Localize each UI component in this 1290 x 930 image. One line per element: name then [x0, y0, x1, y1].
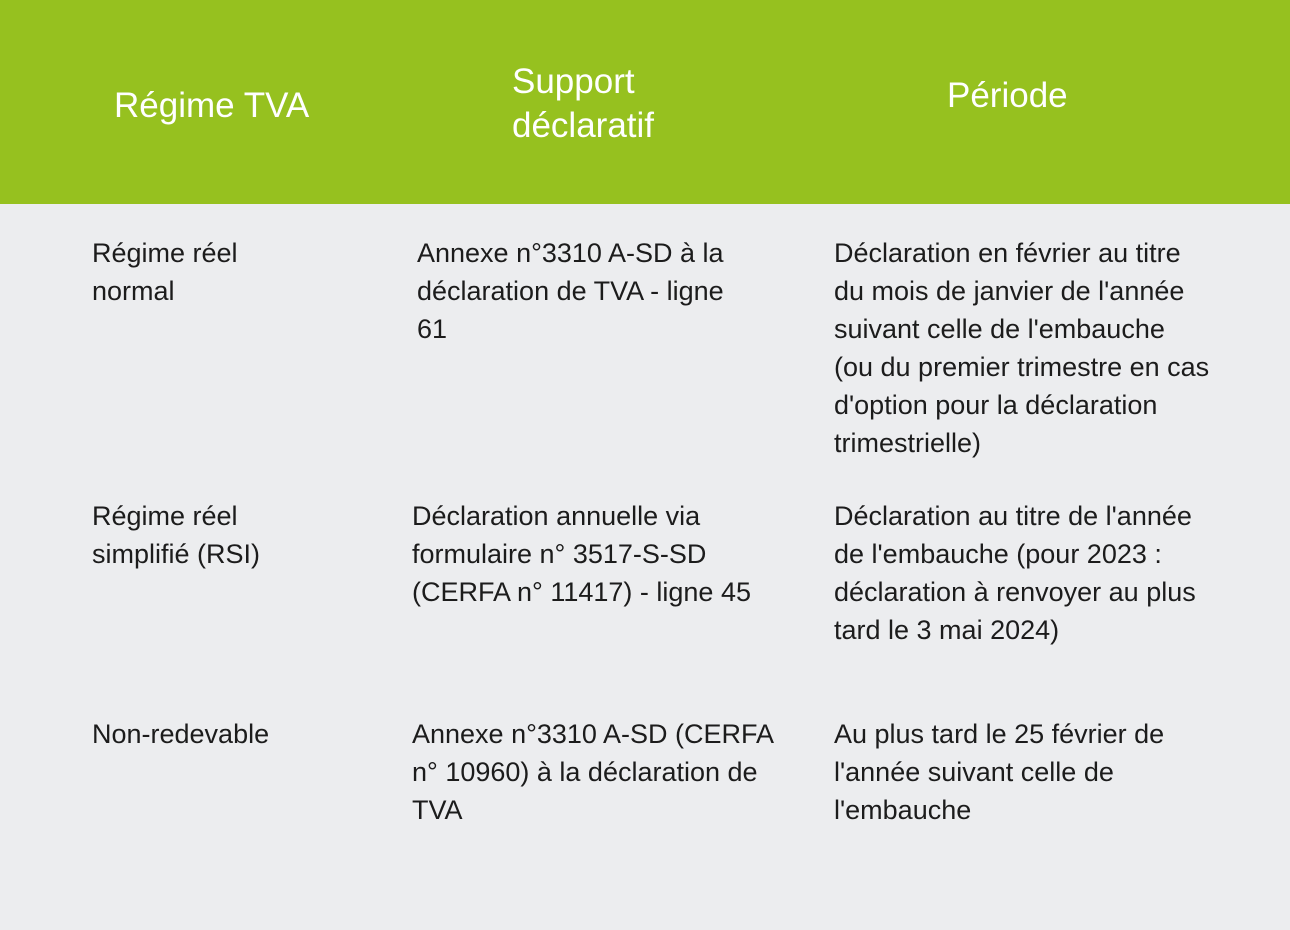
cell-line: normal: [92, 276, 175, 306]
cell-line: Déclaration annuelle via: [412, 501, 701, 531]
header-support: [512, 60, 654, 148]
cell-line: simplifié (RSI): [92, 539, 261, 569]
cell-line: TVA: [412, 795, 463, 825]
cell-line: de l'embauche (pour 2023 :: [834, 539, 1162, 569]
row-3-periode: [834, 715, 1164, 829]
cell-line: 61: [417, 314, 448, 344]
header-regime: Régime TVA: [114, 86, 310, 125]
cell-line: Non-redevable: [92, 719, 270, 749]
cell-line: l'embauche: [834, 795, 972, 825]
cell-line: Déclaration au titre de l'année: [834, 501, 1192, 531]
cell-line: tard le 3 mai 2024): [834, 615, 1060, 645]
cell-line: Annexe n°3310 A-SD à la: [417, 238, 724, 268]
cell-line: du mois de janvier de l'année: [834, 276, 1185, 306]
row-2-periode: [834, 497, 1196, 649]
cell-line: n° 10960) à la déclaration de: [412, 757, 758, 787]
cell-line: Déclaration en février au titre: [834, 238, 1181, 268]
cell-line: Régime réel: [92, 238, 238, 268]
cell-line: d'option pour la déclaration: [834, 390, 1158, 420]
cell-line: Au plus tard le 25 février de: [834, 719, 1165, 749]
cell-line: formulaire n° 3517-S-SD: [412, 539, 707, 569]
row-1-support: [417, 234, 724, 348]
header-support-line: déclaratif: [512, 106, 655, 145]
cell-line: trimestrielle): [834, 428, 982, 458]
cell-line: Régime réel: [92, 501, 238, 531]
header-support-line: Support: [512, 62, 635, 101]
table-header: [0, 0, 1290, 204]
cell-line: Annexe n°3310 A-SD (CERFA: [412, 719, 774, 749]
cell-line: l'année suivant celle de: [834, 757, 1114, 787]
cell-line: (ou du premier trimestre en cas: [834, 352, 1210, 382]
cell-line: (CERFA n° 11417) - ligne 45: [412, 577, 751, 607]
row-2-support: [412, 497, 751, 611]
header-periode: Période: [947, 76, 1068, 115]
cell-line: déclaration de TVA - ligne: [417, 276, 724, 306]
cell-line: suivant celle de l'embauche: [834, 314, 1165, 344]
row-1-regime: [92, 234, 238, 310]
row-2-regime: [92, 497, 260, 573]
row-1-periode: [834, 234, 1209, 462]
row-3-regime: [92, 715, 269, 753]
row-3-support: [412, 715, 774, 829]
cell-line: déclaration à renvoyer au plus: [834, 577, 1196, 607]
